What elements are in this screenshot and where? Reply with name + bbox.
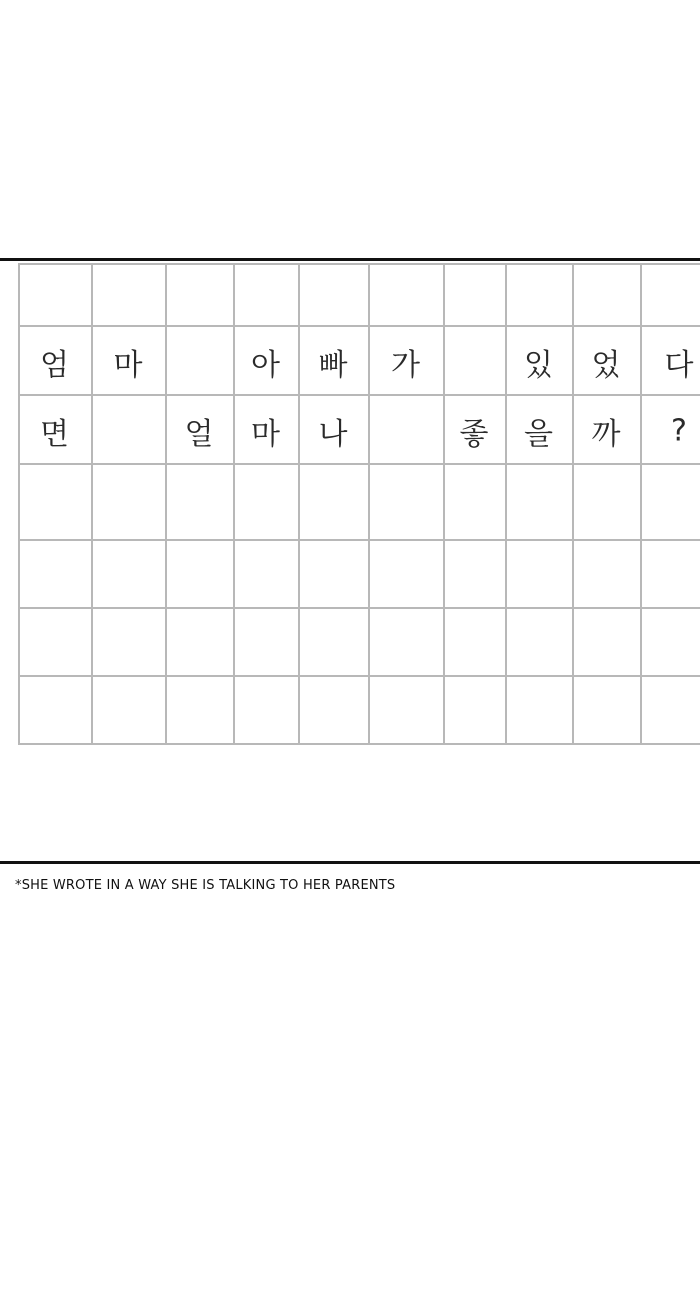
grid-cell: 좋 — [459, 416, 489, 452]
grid-cell: 빠 — [318, 347, 348, 383]
grid-cell: 얼 — [184, 416, 214, 452]
grid-cell: 있 — [524, 347, 553, 383]
manuscript-grid — [18, 263, 700, 745]
grid-cell: 까 — [591, 416, 621, 452]
grid-cell: 나 — [318, 416, 348, 452]
grid-cell: 엄 — [40, 347, 69, 383]
grid-lines — [18, 263, 700, 745]
grid-cell: 을 — [524, 416, 553, 452]
grid-cell: 었 — [591, 347, 621, 383]
grid-cell: 마 — [113, 347, 143, 383]
grid-cell: ? — [671, 413, 687, 448]
grid-cell: 마 — [251, 416, 280, 452]
manuscript-panel — [0, 258, 700, 864]
grid-cell: 다 — [664, 347, 694, 383]
grid-cell: 아 — [251, 347, 280, 383]
grid-cell: 가 — [391, 347, 420, 383]
translator-footnote: *SHE WROTE IN A WAY SHE IS TALKING TO HER PARENTS — [15, 878, 396, 893]
grid-cell: 면 — [40, 416, 69, 452]
